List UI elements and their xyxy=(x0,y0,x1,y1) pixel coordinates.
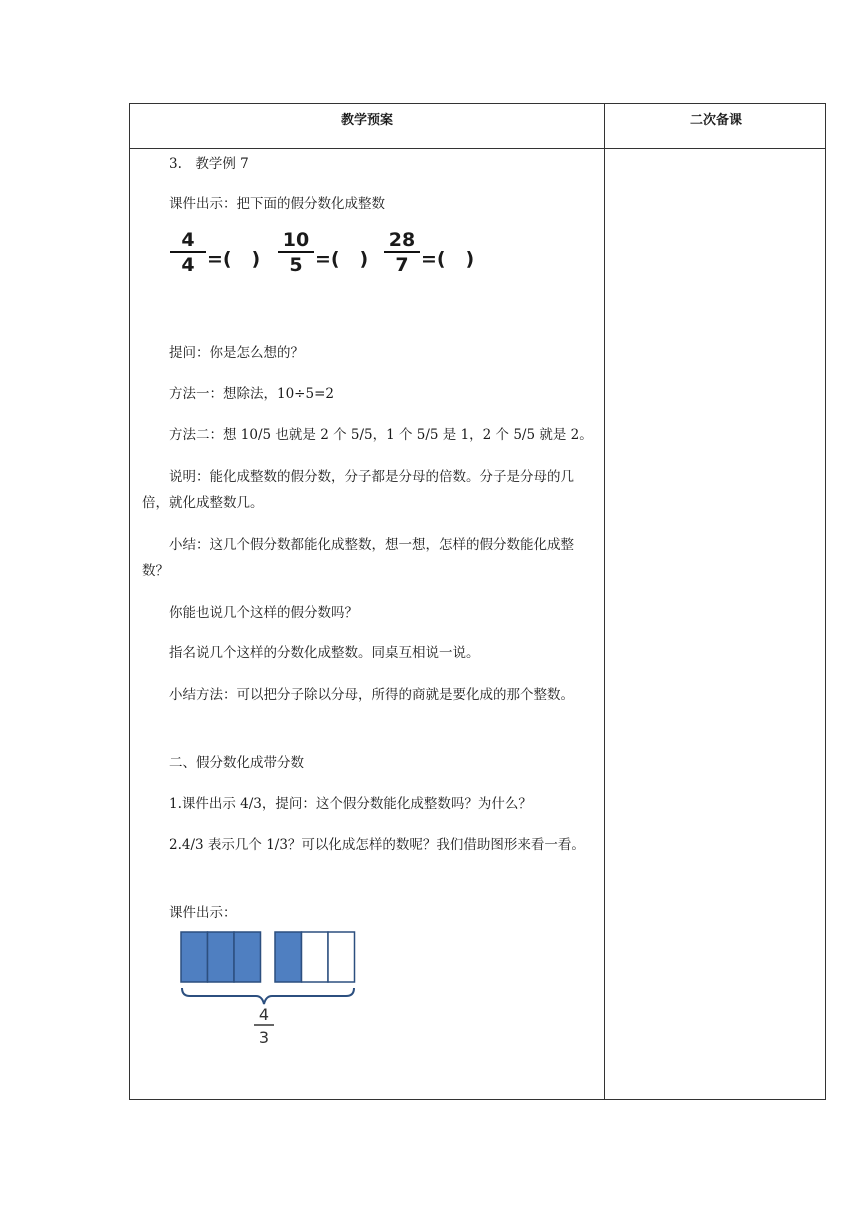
question-how: 提问：你是怎么想的？ xyxy=(169,345,304,361)
fraction-3-denominator: 7 xyxy=(395,254,409,276)
fraction-2 xyxy=(278,230,314,275)
fraction-1-numerator: 4 xyxy=(181,229,195,251)
prompt-examples: 你能也说几个这样的假分数吗？ xyxy=(169,605,358,621)
col-header-second-prep: 二次备课 xyxy=(689,113,742,128)
fraction-1 xyxy=(170,230,206,275)
step-one: 1.课件出示 4/3，提问：这个假分数能化成整数吗？为什么？ xyxy=(169,796,532,812)
diagram-denominator: 3 xyxy=(258,1028,270,1047)
summary: 小结：这几个假分数都能化成整数，想一想，怎样的假分数能化成整数？ xyxy=(142,537,574,579)
pair-activity: 指名说几个这样的分数化成整数。同桌互相说一说。 xyxy=(169,645,480,661)
bar1-third-3 xyxy=(234,932,261,982)
equation-1-result: =( ) xyxy=(207,248,261,270)
step-two: 2.4/3 表示几个 1/3？可以化成怎样的数呢？我们借助图形来看一看。 xyxy=(169,837,585,853)
fraction-3-numerator: 28 xyxy=(388,229,416,251)
explanation: 说明：能化成整数的假分数，分子都是分母的倍数。分子是分母的几倍，就化成整数几。 xyxy=(142,469,574,511)
diagram-numerator: 4 xyxy=(258,1005,270,1024)
bar1-third-2 xyxy=(208,932,235,982)
header-divider xyxy=(130,148,825,149)
equation-3-result: =( ) xyxy=(421,248,475,270)
fraction-3 xyxy=(384,230,420,275)
courseware-show: 课件出示： xyxy=(169,905,237,921)
section-heading: 3. 教学例 7 xyxy=(169,156,249,172)
fraction-1-denominator: 4 xyxy=(181,254,195,276)
fraction-2-denominator: 5 xyxy=(289,254,303,276)
fraction-bar xyxy=(384,251,420,253)
courseware-prompt: 课件出示：把下面的假分数化成整数 xyxy=(169,196,385,212)
bar1-third-1 xyxy=(181,932,208,982)
method-two: 方法二：想 10/5 也就是 2 个 5/5，1 个 5/5 是 1，2 个 5/5 就是 2。 xyxy=(169,427,593,443)
fraction-2-numerator: 10 xyxy=(282,229,310,251)
equation-2-result: =( ) xyxy=(315,248,369,270)
column-divider xyxy=(604,104,605,1099)
summary-method: 小结方法：可以把分子除以分母，所得的商就是要化成的那个整数。 xyxy=(169,687,574,703)
fraction-equations xyxy=(170,230,490,286)
whole-bar-1 xyxy=(181,932,261,982)
curly-brace xyxy=(182,988,354,1004)
whole-bar-2 xyxy=(275,932,355,982)
method-one: 方法一：想除法，10÷5=2 xyxy=(169,386,334,402)
lesson-plan-table xyxy=(129,103,826,1100)
fraction-bar xyxy=(170,251,206,253)
fraction-diagram xyxy=(180,930,370,1050)
bar2-third-3 xyxy=(328,932,355,982)
bar2-third-2 xyxy=(302,932,329,982)
section-two-heading: 二、假分数化成带分数 xyxy=(169,755,304,771)
col-header-lesson-plan: 教学预案 xyxy=(340,113,393,128)
bar2-third-1 xyxy=(275,932,302,982)
fraction-bar xyxy=(278,251,314,253)
